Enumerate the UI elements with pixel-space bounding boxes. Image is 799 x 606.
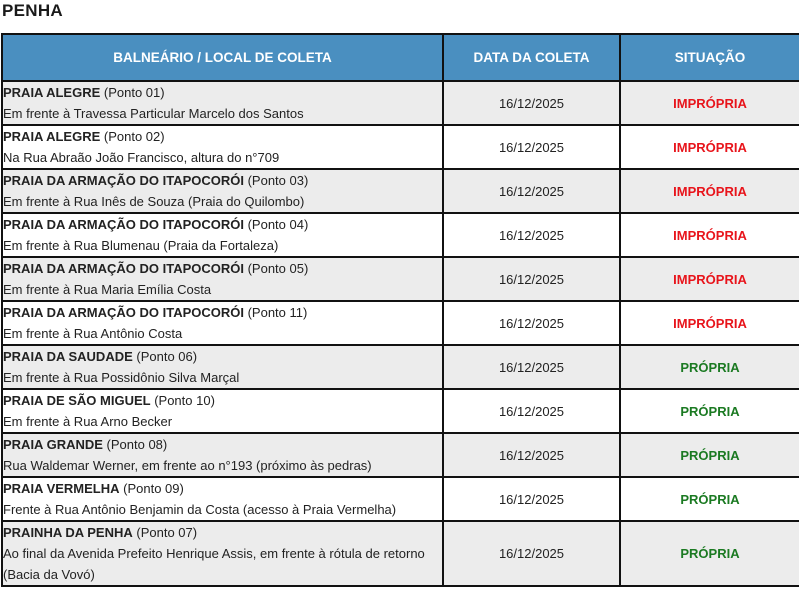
location-cell (2, 389, 443, 433)
status-badge: IMPRÓPRIA (620, 213, 799, 257)
beach-name: PRAIA DA ARMAÇÃO DO ITAPOCORÓI (3, 173, 244, 188)
beach-name: PRAIA DA ARMAÇÃO DO ITAPOCORÓI (3, 261, 244, 276)
collection-point: (Ponto 05) (243, 261, 309, 276)
status-badge: IMPRÓPRIA (620, 169, 799, 213)
table-row (2, 521, 799, 586)
location-cell (2, 301, 443, 345)
collection-date: 16/12/2025 (443, 169, 620, 213)
collection-date: 16/12/2025 (443, 389, 620, 433)
table-row (2, 81, 799, 125)
collection-point: (Ponto 11) (243, 305, 308, 320)
header-status: SITUAÇÃO (620, 34, 799, 81)
collection-date: 16/12/2025 (443, 345, 620, 389)
collection-date: 16/12/2025 (443, 257, 620, 301)
water-quality-table (1, 33, 799, 587)
status-badge: PRÓPRIA (620, 433, 799, 477)
location-description: Em frente à Rua Arno Becker (3, 414, 173, 429)
header-date: DATA DA COLETA (443, 34, 620, 81)
status-badge: IMPRÓPRIA (620, 301, 799, 345)
collection-point: (Ponto 03) (243, 173, 309, 188)
beach-name: PRAIA DA ARMAÇÃO DO ITAPOCORÓI (3, 305, 244, 320)
status-badge: IMPRÓPRIA (620, 125, 799, 169)
table-row (2, 213, 799, 257)
location-description: Em frente à Travessa Particular Marcelo dos Santos (3, 106, 304, 121)
location-description: Em frente à Rua Maria Emília Costa (3, 282, 212, 297)
table-header (2, 34, 799, 81)
collection-point: (Ponto 01) (100, 85, 165, 100)
status-badge: IMPRÓPRIA (620, 257, 799, 301)
table-row (2, 433, 799, 477)
collection-point: (Ponto 06) (132, 349, 198, 364)
table-row (2, 389, 799, 433)
location-description: Em frente à Rua Inês de Souza (Praia do Quilombo) (3, 194, 305, 209)
beach-name: PRAIA VERMELHA (3, 481, 120, 496)
status-badge: PRÓPRIA (620, 521, 799, 586)
collection-point: (Ponto 09) (119, 481, 184, 496)
location-description: Na Rua Abraão João Francisco, altura do n°709 (3, 150, 280, 165)
collection-date: 16/12/2025 (443, 433, 620, 477)
location-cell (2, 477, 443, 521)
table-row (2, 169, 799, 213)
collection-point: (Ponto 07) (132, 525, 198, 540)
collection-point: (Ponto 08) (102, 437, 168, 452)
beach-name: PRAIA DA ARMAÇÃO DO ITAPOCORÓI (3, 217, 244, 232)
location-cell (2, 433, 443, 477)
beach-name: PRAINHA DA PENHA (3, 525, 133, 540)
status-badge: PRÓPRIA (620, 389, 799, 433)
location-description: Em frente à Rua Blumenau (Praia da Fortaleza) (3, 238, 279, 253)
collection-date: 16/12/2025 (443, 81, 620, 125)
beach-name: PRAIA DE SÃO MIGUEL (3, 393, 151, 408)
location-description: Em frente à Rua Possidônio Silva Marçal (3, 370, 240, 385)
table-row (2, 301, 799, 345)
location-cell (2, 521, 443, 586)
table-body (2, 81, 799, 586)
beach-name: PRAIA GRANDE (3, 437, 103, 452)
collection-date: 16/12/2025 (443, 213, 620, 257)
beach-name: PRAIA ALEGRE (3, 85, 101, 100)
beach-name: PRAIA DA SAUDADE (3, 349, 133, 364)
collection-date: 16/12/2025 (443, 521, 620, 586)
location-cell (2, 345, 443, 389)
location-cell (2, 213, 443, 257)
beach-name: PRAIA ALEGRE (3, 129, 101, 144)
location-description: Frente à Rua Antônio Benjamin da Costa (acesso à Praia Vermelha) (3, 502, 397, 517)
location-description: Em frente à Rua Antônio Costa (3, 326, 183, 341)
collection-point: (Ponto 04) (243, 217, 309, 232)
collection-point: (Ponto 02) (100, 129, 165, 144)
location-cell (2, 125, 443, 169)
status-badge: PRÓPRIA (620, 477, 799, 521)
location-cell (2, 169, 443, 213)
status-badge: IMPRÓPRIA (620, 81, 799, 125)
status-badge: PRÓPRIA (620, 345, 799, 389)
header-location: BALNEÁRIO / LOCAL DE COLETA (2, 34, 443, 81)
table-row (2, 257, 799, 301)
table-row (2, 345, 799, 389)
collection-date: 16/12/2025 (443, 477, 620, 521)
location-description: Rua Waldemar Werner, em frente ao n°193 (próximo às pedras) (3, 458, 372, 473)
table-row (2, 477, 799, 521)
location-cell (2, 257, 443, 301)
table-row (2, 125, 799, 169)
location-cell (2, 81, 443, 125)
collection-date: 16/12/2025 (443, 301, 620, 345)
page-title: PENHA (2, 1, 64, 20)
location-description: Ao final da Avenida Prefeito Henrique Assis, em frente à rótula de retorno (Bacia da Vovó) (3, 546, 425, 582)
collection-date: 16/12/2025 (443, 125, 620, 169)
collection-point: (Ponto 10) (150, 393, 215, 408)
